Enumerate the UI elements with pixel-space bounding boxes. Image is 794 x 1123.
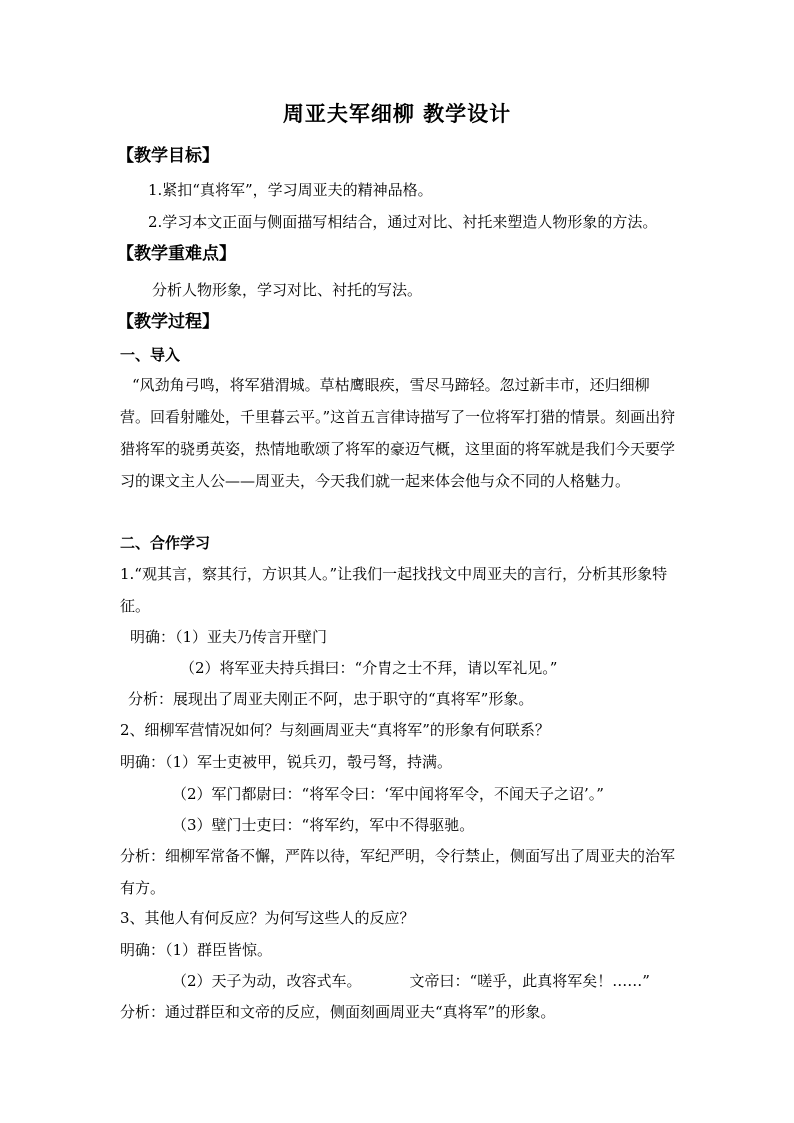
q3-answer-2-part-1: （2）天子为动，改容式车。: [172, 972, 362, 990]
q3-analysis: 分析：通过群臣和文帝的反应，侧面刻画周亚夫“真将军”的形象。: [120, 1003, 556, 1021]
question-3: 3、其他人有何反应？为何写这些人的反应？: [120, 909, 415, 927]
q3-answer-1: 明确：（1）群臣皆惊。: [120, 941, 273, 959]
question-1: 1.“观其言，察其行，方识其人。”让我们一起找找文中周亚夫的言行，分析其形象特征。: [120, 565, 668, 615]
q1-answer-1: 明确：（1）亚夫乃传言开壁门: [130, 628, 328, 646]
key-points-text: 分析人物形象，学习对比、衬托的写法。: [152, 281, 423, 299]
q1-analysis: 分析：展现出了周亚夫刚正不阿，忠于职守的“真将军”形象。: [128, 690, 534, 708]
q2-analysis: 分析：细柳军常备不懈，严阵以待，军纪严明，令行禁止，侧面写出了周亚夫的治军有方。: [120, 847, 676, 897]
objectives-heading: 【教学目标】: [117, 146, 219, 166]
q2-answer-3: （3）壁门士吏曰：“将军约，军中不得驱驰。: [172, 816, 475, 834]
q3-answer-2: [172, 971, 650, 991]
intro-paragraph: “风劲角弓鸣，将军猎渭城。草枯鹰眼疾，雪尽马蹄轻。忽过新丰市，还归细柳营。回看射雕处，千里暮云平。”这首五言律诗描写了一位将军打猎的情景。刻画出狩猎将军的骁勇英姿，热情地歌颂了将军的豪迈气概，这里面的将军就是我们今天要学习的课文主人公——周亚夫，今天我们就一起来体会他与众不同的人格魅力。: [120, 376, 676, 490]
q2-answer-1: 明确：（1）军士吏被甲，锐兵刃，彀弓弩，持满。: [120, 753, 453, 771]
q2-answer-2: （2）军门都尉曰：“将军令曰：‘军中闻将军令，不闻天子之诏’。”: [172, 785, 604, 803]
process-heading: 【教学过程】: [117, 312, 219, 332]
objective-item-1: 1.紧扣“真将军”，学习周亚夫的精神品格。: [148, 181, 433, 199]
objective-item-2: 2.学习本文正面与侧面描写相结合，通过对比、衬托来塑造人物形象的方法。: [148, 213, 658, 231]
question-2: 2、细柳军营情况如何？与刻画周亚夫“真将军”的形象有何联系？: [120, 721, 550, 739]
q3-answer-2-part-2: 文帝曰：“嗟乎，此真将军矣！……”: [409, 972, 650, 990]
key-points-heading: 【教学重难点】: [117, 244, 236, 264]
intro-heading: 一、导入: [120, 346, 181, 364]
document-title: 周亚夫军细柳 教学设计: [282, 102, 512, 126]
cooperative-heading: 二、合作学习: [120, 534, 211, 552]
q1-answer-2: （2）将军亚夫持兵揖曰：“介胄之士不拜，请以军礼见。”: [180, 659, 558, 677]
